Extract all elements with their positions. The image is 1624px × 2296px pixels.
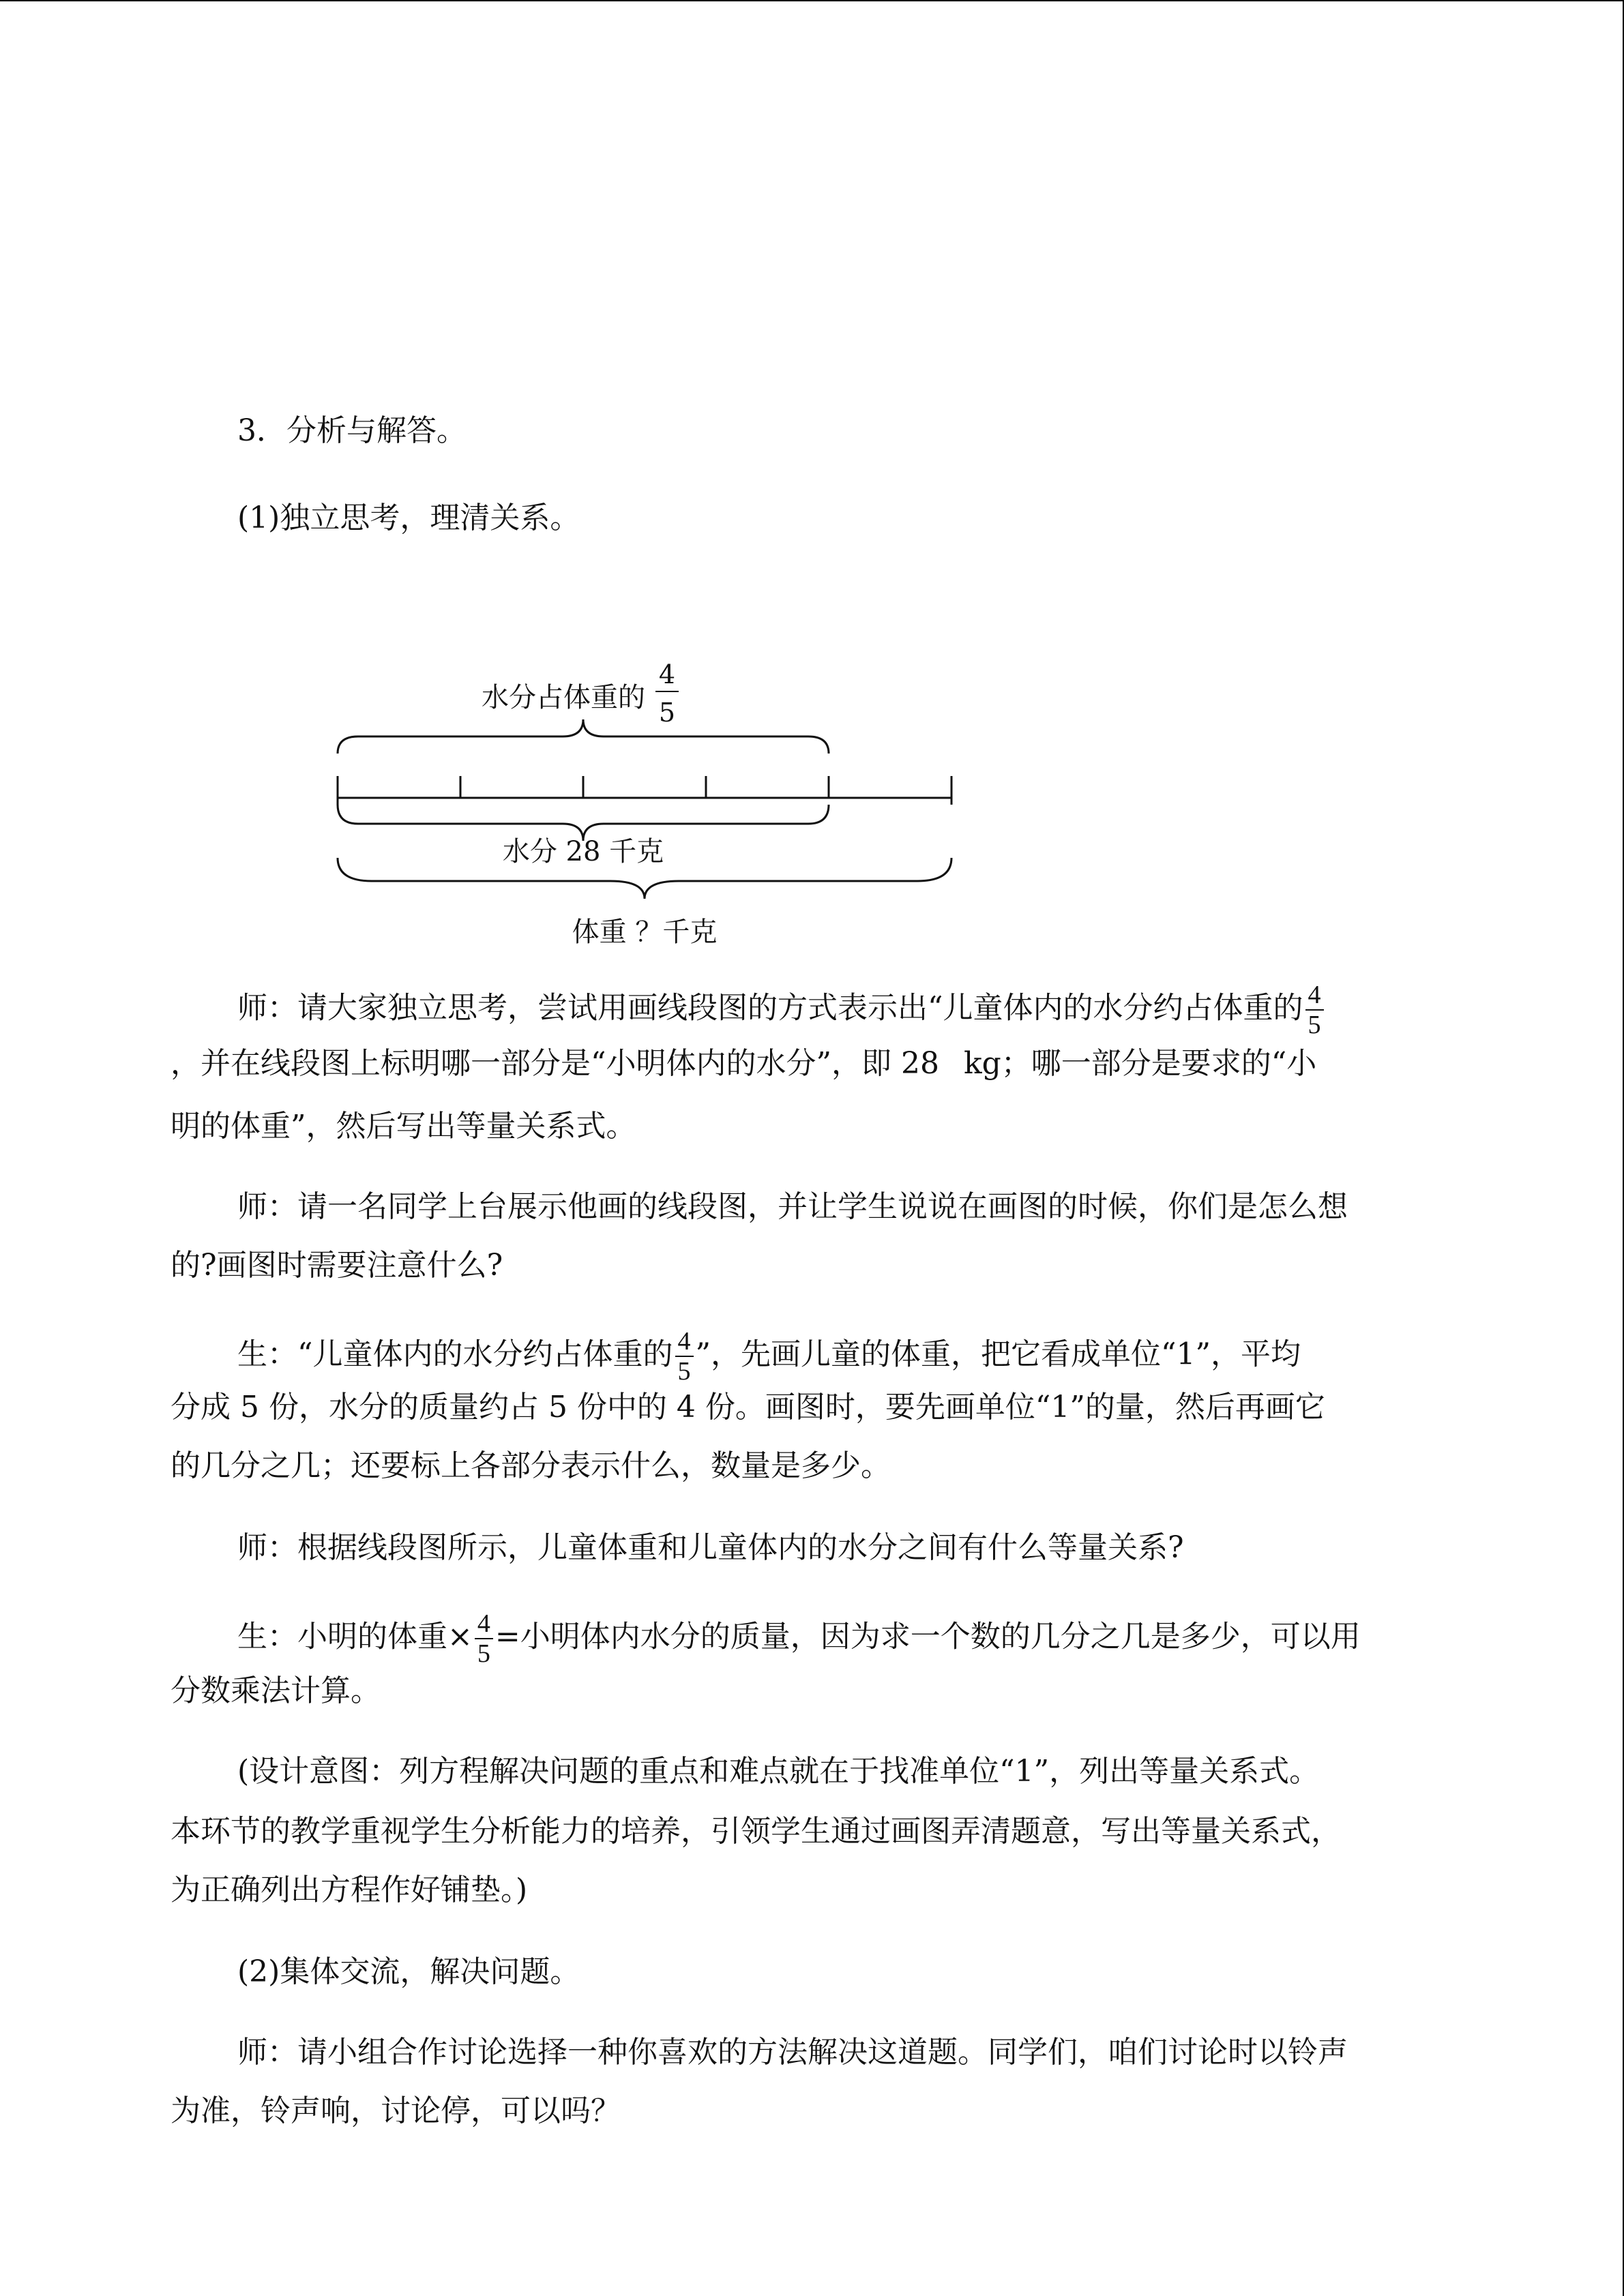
subsection-1: (1)独立思考，理清关系。 [237,501,580,535]
p1-line3: 明的体重”，然后写出等量关系式。 [171,1109,636,1144]
p7-line2: 为准，铃声响，讨论停，可以吗？ [171,2093,621,2128]
p1-line2 [171,1043,1316,1084]
p6-line2: 本环节的教学重视学生分析能力的培养，引领学生通过画图弄清题意，写出等量关系式， [171,1814,1341,1849]
p1-line2-b: kg；哪一部分是要求的“小 [963,1046,1317,1081]
diagram-bottom-label: 体重 ？千克 [572,916,718,948]
p1-frac-num: 4 [1305,981,1324,1011]
p4-line: 师：根据线段图所示，儿童体重和儿童体内的水分之间有什么等量关系? [237,1530,1184,1565]
p5-frac-num: 4 [475,1609,493,1639]
diagram-top-frac-num: 4 [658,659,676,689]
p5-text-a: 生：小明的体重× [237,1619,473,1654]
p3-line1 [237,1327,1301,1386]
p1-text-a: 师：请大家独立思考，尝试用画线段图的方式表示出“儿童体内的水分约占体重的 [237,990,1303,1026]
top-brace [338,719,829,754]
diagram-top-label: 水分占体重的 [482,682,645,713]
p1-line1 [237,981,1326,1039]
p5-text-b: =小明体内水分的质量，因为求一个数的几分之几是多少，可以用 [494,1619,1361,1654]
p3-text-b: ”，先画儿童的体重，把它看成单位“1”，平均 [695,1337,1301,1372]
p6-line1: (设计意图：列方程解决问题的重点和难点就在于找准单位“1”，列出等量关系式。 [237,1754,1320,1789]
p3-frac-num: 4 [675,1327,694,1357]
p7-line1: 师：请小组合作讨论选择一种你喜欢的方法解决这道题。同学们，咱们讨论时以铃声 [237,2035,1348,2070]
diagram-top-frac-den: 5 [658,698,676,728]
p5-line2: 分数乘法计算。 [171,1673,381,1708]
p1-fraction [1305,981,1324,1039]
p1-frac-den: 5 [1308,1011,1321,1039]
p6-line3: 为正确列出方程作好铺垫。) [171,1873,528,1907]
p5-frac-den: 5 [477,1639,490,1668]
diagram-mid-label: 水分 28 千克 [502,836,664,867]
subsection-2: (2)集体交流，解决问题。 [237,1954,580,1989]
p2-line1: 师：请一名同学上台展示他画的线段图，并让学生说说在画图的时候，你们是怎么想 [237,1189,1348,1224]
p5-fraction [475,1609,493,1668]
p3-line2: 分成 5 份，水分的质量约占 5 份中的 4 份。画图时，要先画单位“1”的量，然后再画它 [171,1390,1325,1425]
p1-line2-a: ，并在线段图上标明哪一部分是“小明体内的水分”，即 28 [171,1046,939,1081]
p5-line1 [237,1609,1361,1668]
p3-frac-den: 5 [677,1357,691,1386]
p2-line2: 的?画图时需要注意什么? [171,1248,503,1283]
p3-fraction [675,1327,694,1386]
p3-line3: 的几分之几；还要标上各部分表示什么，数量是多少。 [171,1448,891,1483]
line-segment-diagram [0,641,1624,961]
p3-text-a: 生：“儿童体内的水分约占体重的 [237,1337,673,1372]
section-heading: 3．分析与解答。 [237,413,467,448]
